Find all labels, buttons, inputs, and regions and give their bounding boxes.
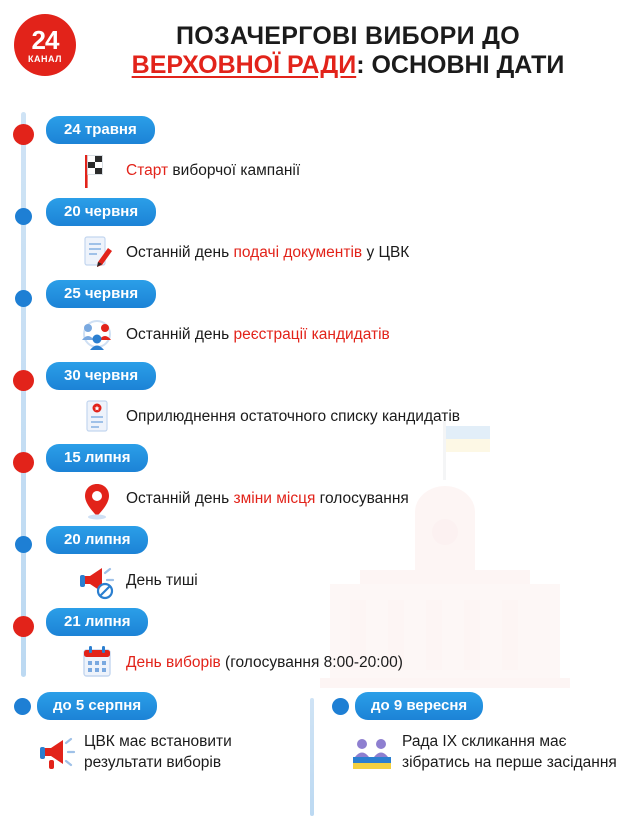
event-text (126, 653, 403, 673)
event-text-after: (голосування 8:00-20:00) (220, 653, 403, 671)
bottom-item-text: Рада IX скликання має зібратись на перше засідання (402, 733, 617, 771)
timeline-event (0, 280, 620, 358)
timeline-dot (14, 698, 31, 715)
event-date-badge: 24 травня (46, 116, 155, 144)
event-text-before: Останній день (126, 243, 234, 261)
logo-number: 24 (31, 24, 59, 55)
event-text-highlight: зміни місця (233, 489, 316, 507)
page-title (90, 12, 606, 80)
timeline-event (0, 116, 620, 194)
timeline-event (0, 444, 620, 522)
event-text-highlight: подачі документів (233, 243, 363, 261)
event-body (46, 394, 620, 440)
event-date-badge: 21 липня (46, 608, 148, 636)
bottom-item-text: ЦВК має встановити результати виборів (84, 733, 232, 771)
event-date-badge: до 9 вересня (355, 692, 483, 720)
bottom-item-body (332, 730, 620, 776)
event-text-after: у ЦВК (362, 243, 410, 261)
timeline (0, 112, 620, 686)
event-text (126, 571, 198, 591)
event-body (46, 148, 620, 194)
timeline-dot (13, 452, 34, 473)
title-highlight: ВЕРХОВНОЇ РАДИ (131, 50, 357, 79)
event-text (126, 161, 300, 181)
event-text (126, 407, 460, 427)
timeline-event (0, 362, 620, 440)
title-line-2 (90, 51, 606, 80)
header (0, 0, 620, 112)
event-text-highlight: реєстрації кандидатів (233, 325, 390, 343)
timeline-dot (13, 124, 34, 145)
event-date-badge: 20 липня (46, 526, 148, 554)
event-date-badge: до 5 серпня (37, 692, 157, 720)
timeline-event (0, 608, 620, 686)
megaphone-silence-icon (68, 558, 126, 604)
event-text-after: виборчої кампанії (168, 161, 301, 179)
document-pen-icon (68, 230, 126, 276)
event-date-badge: 15 липня (46, 444, 148, 472)
event-text-after: голосування (315, 489, 409, 507)
bottom-section (0, 692, 620, 776)
event-date-badge: 30 червня (46, 362, 156, 390)
assembly-icon (344, 730, 402, 776)
megaphone-icon (26, 730, 84, 776)
bottom-item-body (14, 730, 310, 776)
bottom-item (0, 692, 310, 776)
event-date-badge: 20 червня (46, 198, 156, 226)
list-document-icon (68, 394, 126, 440)
event-text-before: Останній день (126, 325, 234, 343)
event-text-before: День тиші (126, 571, 198, 589)
channel-logo (14, 14, 76, 76)
event-body (46, 558, 620, 604)
logo-word: КАНАЛ (28, 53, 62, 64)
event-text-before: Останній день (126, 489, 234, 507)
event-body (46, 230, 620, 276)
event-text (126, 243, 409, 263)
event-text-highlight: День виборів (126, 653, 221, 671)
timeline-dot (15, 536, 32, 553)
event-date-badge: 25 червня (46, 280, 156, 308)
event-text (126, 325, 390, 345)
event-text-highlight: Старт (126, 161, 169, 179)
title-rest: : ОСНОВНІ ДАТИ (356, 50, 565, 79)
bottom-item (310, 692, 620, 776)
event-text-before: Оприлюднення остаточного списку кандидатів (126, 407, 461, 425)
people-group-icon (68, 312, 126, 358)
event-body (46, 312, 620, 358)
checkered-flag-icon (68, 148, 126, 194)
event-body (46, 476, 620, 522)
timeline-event (0, 526, 620, 604)
map-pin-icon (68, 476, 126, 522)
event-body (46, 640, 620, 686)
event-text (126, 489, 409, 509)
title-line-1: ПОЗАЧЕРГОВІ ВИБОРИ ДО (176, 22, 520, 50)
timeline-event (0, 198, 620, 276)
timeline-dot (332, 698, 349, 715)
timeline-dot (13, 370, 34, 391)
calendar-icon (68, 640, 126, 686)
timeline-dot (15, 290, 32, 307)
timeline-dot (13, 616, 34, 637)
timeline-dot (15, 208, 32, 225)
